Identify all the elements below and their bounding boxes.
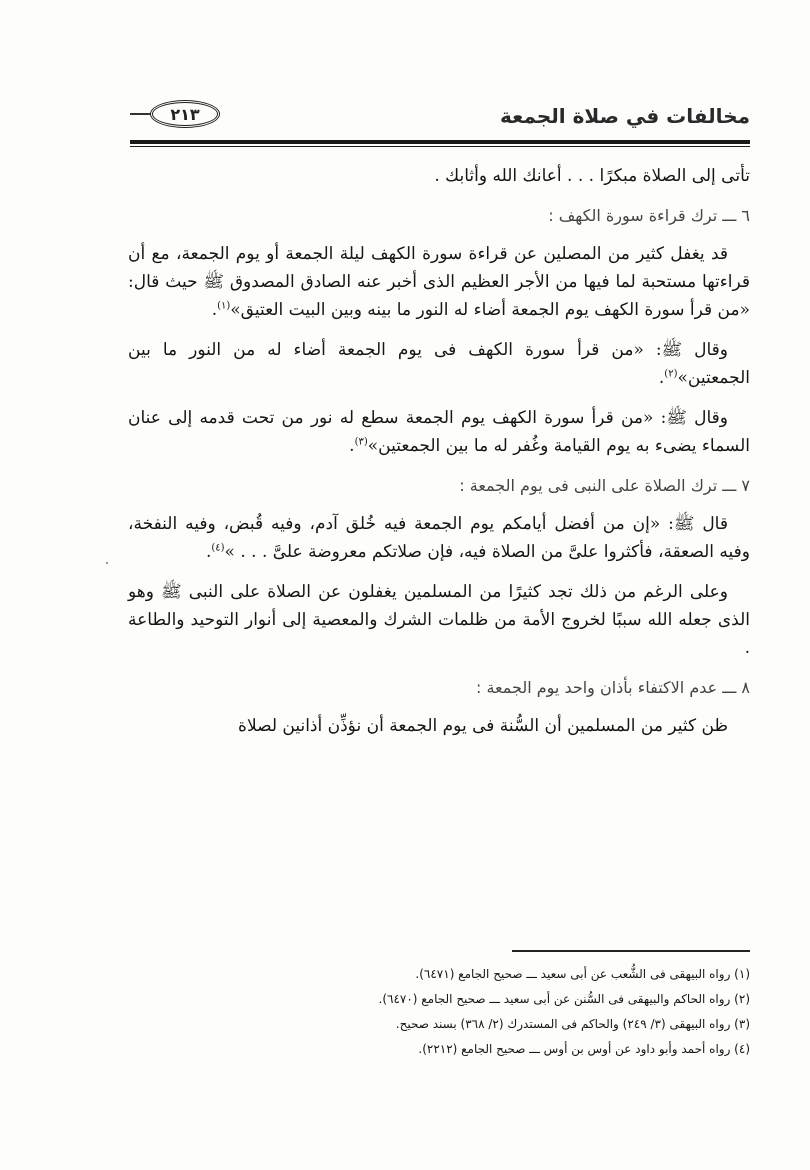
page-number: ٢١٣ [170,104,200,124]
paragraph-text: قال ﷺ: «إن من أفضل أيامكم يوم الجمعة فيه خُلق آدم، وفيه قُبض، وفيه النفخة، وفيه الصعقة، فأكثروا علىَّ من الصلاة فيه، فإن صلاتكم معروضة علىَّ . . . » [128,514,750,562]
footnote-ref: (١) [217,300,231,312]
footnote-ref: (٣) [354,436,368,448]
paragraph: وقال ﷺ: «من قرأ سورة الكهف فى يوم الجمعة أضاء له من النور ما بين الجمعتين»$^{(٢)}$. [128,340,750,388]
footnote: (٤) رواه أحمد وأبو داود عن أوس بن أوس ـــ صحيح الجامع (٢٢١٢). [418,1042,750,1056]
section-heading: ٧ ـــ ترك الصلاة على النبى فى يوم الجمعة : [459,476,750,495]
scan-speck [106,562,108,564]
footnote-ref: (٢) [664,368,678,380]
paragraph: وقال ﷺ: «من قرأ سورة الكهف يوم الجمعة سطع له نور من تحت قدمه إلى عنان السماء يضىء به يوم القيامة وغُفر له ما بين الجمعتين»$^{(٣)}$. [128,408,750,456]
paragraph-text: وقال ﷺ: «من قرأ سورة الكهف يوم الجمعة سطع له نور من تحت قدمه إلى عنان السماء يضىء به يوم القيامة وغُفر له ما بين الجمعتين» [128,408,750,456]
page-header [130,100,750,148]
footnote-ref: (٤) [211,542,225,554]
section-heading: ٦ ـــ ترك قراءة سورة الكهف : [548,206,750,225]
paragraph: قال ﷺ: «إن من أفضل أيامكم يوم الجمعة فيه خُلق آدم، وفيه قُبض، وفيه النفخة، وفيه الصعقة، فأكثروا علىَّ من الصلاة فيه، فإن صلاتكم معروضة علىَّ . . . »$^{(٤)}$. [128,514,750,562]
paragraph-text: قد يغفل كثير من المصلين عن قراءة سورة الكهف ليلة الجمعة أو يوم الجمعة، مع أن قراءتها مستحبة لما فيها من الأجر العظيم الذى أخبر عنه الصادق المصدوق ﷺ حيث قال: «من قرأ سورة الكهف يوم الجمعة أضاء له النور ما بينه وبين البيت العتيق» [128,244,750,320]
running-title: مخالفات في صلاة الجمعة [500,104,750,128]
header-rule-thin [130,146,750,147]
footnote: (٢) رواه الحاكم والبيهقى فى السُّنن عن أبى سعيد ـــ صحيح الجامع (٦٤٧٠). [378,992,750,1006]
page-number-frame [150,100,220,128]
paragraph: وعلى الرغم من ذلك تجد كثيرًا من المسلمين يغفلون عن الصلاة على النبى ﷺ وهو الذى جعله الله سببًا لخروج الأمة من ظلمات الشرك والمعصية إلى أنوار التوحيد والطاعة . [128,582,750,658]
paragraph: قد يغفل كثير من المصلين عن قراءة سورة الكهف ليلة الجمعة أو يوم الجمعة، مع أن قراءتها مستحبة لما فيها من الأجر العظيم الذى أخبر عنه الصادق المصدوق ﷺ حيث قال: «من قرأ سورة الكهف يوم الجمعة أضاء له النور ما بينه وبين البيت العتيق»$^{(١)}$. [128,244,750,320]
header-rule-thick [130,140,750,144]
paragraph: ظن كثير من المسلمين أن السُّنة فى يوم الجمعة أن نؤذِّن أذانين لصلاة [238,716,728,736]
footnotes [200,962,750,1062]
paragraph-text: وقال ﷺ: «من قرأ سورة الكهف فى يوم الجمعة أضاء له من النور ما بين الجمعتين» [128,340,750,388]
footnote: (١) رواه البيهقى فى الشُّعب عن أبى سعيد ـــ صحيح الجامع (٦٤٧١). [415,967,750,981]
section-heading: ٨ ـــ عدم الاكتفاء بأذان واحد يوم الجمعة : [475,678,750,697]
main-text [128,162,750,752]
page-number-ornament [130,113,152,115]
footnote-separator [512,950,750,952]
paragraph: تأتى إلى الصلاة مبكرًا . . . أعانك الله وأثابك . [434,166,750,186]
footnote: (٣) رواه البيهقى (٣/ ٢٤٩) والحاكم فى المستدرك (٢/ ٣٦٨) بسند صحيح. [395,1017,750,1031]
